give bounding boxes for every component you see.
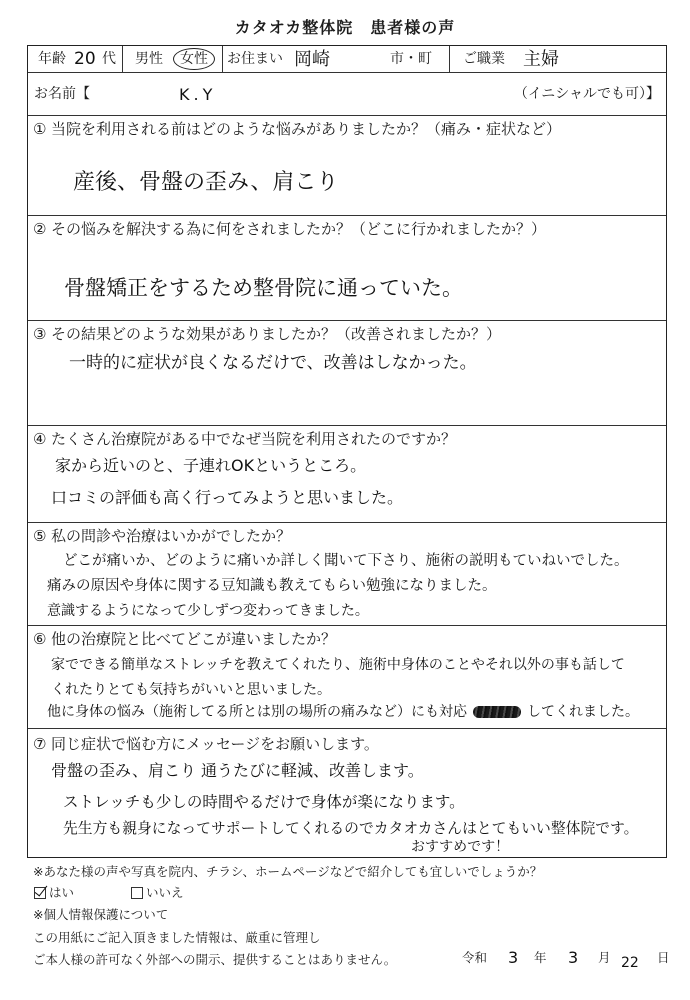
question-5-text: 私の問診や治療はいかがでしたか？ bbox=[51, 527, 292, 545]
gender-male-label: 男性 bbox=[135, 51, 163, 67]
age-value: 20 bbox=[74, 49, 96, 69]
question-7-section bbox=[28, 729, 666, 856]
question-5-section bbox=[28, 523, 666, 626]
answer-6-line-3 bbox=[47, 704, 639, 721]
consent-no-label: いいえ bbox=[146, 885, 184, 900]
residence-label: お住まい bbox=[227, 51, 283, 67]
answer-6-line-3-after: してくれました。 bbox=[527, 704, 639, 720]
date-day-suffix: 日 bbox=[657, 950, 670, 965]
date-month-suffix: 月 bbox=[598, 950, 611, 965]
answer-1-line-1: 産後、骨盤の歪み、肩こり bbox=[73, 170, 339, 195]
name-label: お名前【 bbox=[34, 86, 90, 102]
question-4-number: ④ bbox=[33, 430, 47, 448]
form-title: カタオカ整体院 患者様の声 bbox=[234, 18, 456, 37]
answer-5-line-2: 痛みの原因や身体に関する豆知識も教えてもらい勉強になりました。 bbox=[47, 578, 497, 594]
consent-yes-label: はい bbox=[49, 885, 75, 900]
answer-3-line-1: 一時的に症状が良くなるだけで、改善はしなかった。 bbox=[69, 353, 477, 373]
question-3-text: その結果どのような効果がありましたか？（改善されましたか？） bbox=[51, 325, 502, 343]
name-note: （イニシャルでも可）】 bbox=[513, 86, 660, 102]
answer-5-line-1: どこが痛いか、どのように痛いか詳しく聞いて下さり、施術の説明もていねいでした。 bbox=[63, 553, 629, 569]
question-6-number: ⑥ bbox=[33, 630, 47, 648]
answer-4-line-2: 口コミの評価も高く行ってみようと思いました。 bbox=[51, 488, 404, 507]
question-2-text: その悩みを解決する為に何をされましたか？（どこに行かれましたか？） bbox=[51, 220, 547, 238]
profile-row bbox=[28, 46, 666, 73]
testimonial-form bbox=[27, 45, 667, 858]
question-1-number: ① bbox=[33, 120, 47, 138]
occupation-cell bbox=[450, 46, 665, 72]
age-cell bbox=[28, 46, 123, 72]
question-4-text: たくさん治療院がある中でなぜ当院を利用されたのですか？ bbox=[51, 430, 457, 448]
question-3-number: ③ bbox=[33, 325, 47, 343]
answer-7-line-3: 先生方も親身になってサポートしてくれるのでカタオカさんはとてもいい整体院です。 bbox=[63, 820, 639, 837]
scribble-mark bbox=[473, 706, 521, 718]
date-day: 22 bbox=[621, 955, 639, 971]
answer-7-line-2: ストレッチも少しの時間やるだけで身体が楽になります。 bbox=[63, 793, 465, 811]
residence-suffix: 市・町 bbox=[390, 51, 432, 67]
answer-7-line-4: おすすめです！ bbox=[411, 839, 510, 855]
date-year: 3 bbox=[508, 948, 519, 967]
question-4-section bbox=[28, 426, 666, 523]
privacy-line-1: この用紙にご記入頂きました情報は、厳重に管理し bbox=[33, 930, 321, 945]
answer-7-line-1: 骨盤の歪み、肩こり 通うたびに軽減、改善します。 bbox=[51, 761, 424, 780]
question-5-number: ⑤ bbox=[33, 527, 47, 545]
question-2-section bbox=[28, 216, 666, 321]
answer-6-line-3-before: 他に身体の悩み（施術してる所とは別の場所の痛みなど）にも対応 bbox=[47, 704, 467, 720]
name-value: K.Y bbox=[179, 85, 217, 104]
question-3-section bbox=[28, 321, 666, 426]
occupation-label: ご職業 bbox=[463, 51, 505, 67]
date-year-suffix: 年 bbox=[534, 950, 547, 965]
date-month: 3 bbox=[568, 948, 579, 967]
consent-yes-checkbox bbox=[34, 887, 46, 899]
occupation-value: 主婦 bbox=[523, 49, 559, 70]
gender-female-label: 女性 bbox=[180, 51, 208, 67]
consent-question: ※あなた様の声や写真を院内、チラシ、ホームページなどで紹介しても宜しいでしょうか？ bbox=[33, 864, 543, 879]
consent-no-checkbox bbox=[131, 887, 143, 899]
name-row bbox=[28, 73, 666, 116]
answer-6-line-1: 家でできる簡単なストレッチを教えてくれたり、施術中身体のことやそれ以外の事も話して bbox=[51, 657, 625, 673]
residence-cell bbox=[223, 46, 450, 72]
question-7-text: 同じ症状で悩む方にメッセージをお願いします。 bbox=[51, 735, 379, 753]
question-1-text: 当院を利用される前はどのような悩みがありましたか？（痛み・症状など） bbox=[51, 120, 562, 138]
female-circle bbox=[173, 48, 215, 70]
question-1-section bbox=[28, 116, 666, 216]
answer-5-line-3: 意識するようになって少しずつ変わってきました。 bbox=[47, 603, 369, 619]
question-6-section bbox=[28, 626, 666, 729]
residence-value: 岡崎 bbox=[294, 49, 330, 70]
privacy-line-2: ご本人様の許可なく外部への開示、提供することはありません。 bbox=[33, 952, 397, 967]
question-2-number: ② bbox=[33, 220, 47, 238]
date-era: 令和 bbox=[462, 950, 488, 965]
answer-6-line-2: くれたりとても気持ちがいいと思いました。 bbox=[51, 682, 331, 698]
question-7-number: ⑦ bbox=[33, 735, 47, 753]
question-6-text: 他の治療院と比べてどこが違いましたか？ bbox=[51, 630, 337, 648]
answer-4-line-1: 家から近いのと、子連れOKというところ。 bbox=[55, 456, 367, 475]
gender-cell bbox=[123, 46, 223, 72]
answer-2-line-1: 骨盤矯正をするため整骨院に通っていた。 bbox=[64, 276, 463, 300]
age-suffix: 代 bbox=[102, 51, 116, 67]
privacy-heading: ※個人情報保護について bbox=[33, 907, 169, 922]
age-label: 年齢 bbox=[38, 51, 66, 67]
